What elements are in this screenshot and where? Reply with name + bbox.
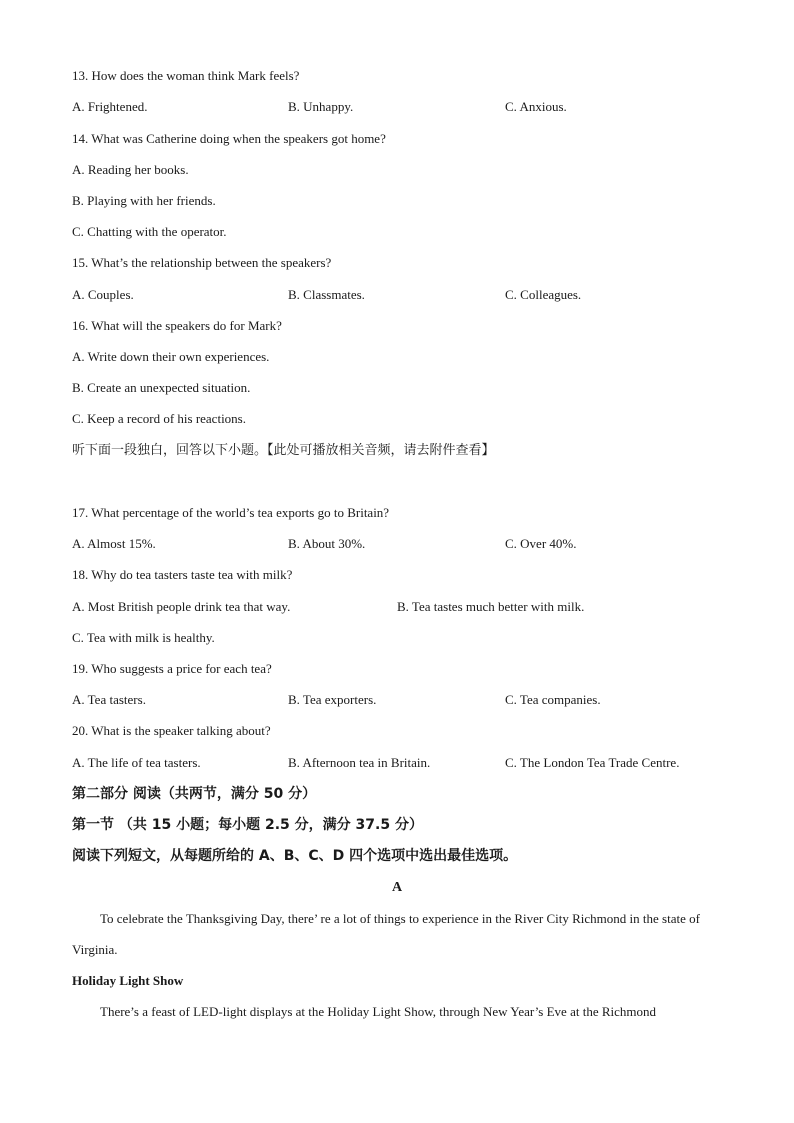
passage-letter: A (391, 880, 403, 895)
q19-option-b: B. Tea exporters. (288, 692, 377, 707)
q18-option-c: C. Tea with milk is healthy. (72, 630, 215, 645)
q17-option-a: A. Almost 15%. (72, 536, 156, 551)
reading-instruction: 阅读下列短文，从每题所给的 A、B、C、D 四个选项中选出最佳选项。 (72, 848, 518, 864)
q16-option-a: A. Write down their own experiences. (72, 349, 270, 364)
monologue-instruction: 听下面一段独白，回答以下小题。【此处可播放相关音频，请去附件查看】 (72, 443, 495, 458)
q19-option-a: A. Tea tasters. (72, 692, 146, 707)
section1-heading: 第一节 （共 15 小题；每小题 2.5 分，满分 37.5 分） (72, 817, 423, 833)
q18-option-a: A. Most British people drink tea that way. (72, 599, 291, 614)
question-14: 14. What was Catherine doing when the speakers got home? (72, 131, 386, 146)
q15-option-b: B. Classmates. (288, 287, 365, 302)
question-16: 16. What will the speakers do for Mark? (72, 318, 282, 333)
q17-option-c: C. Over 40%. (505, 536, 577, 551)
q16-option-c: C. Keep a record of his reactions. (72, 411, 246, 426)
q16-option-b: B. Create an unexpected situation. (72, 380, 251, 395)
q20-option-b: B. Afternoon tea in Britain. (288, 755, 431, 770)
q14-option-b: B. Playing with her friends. (72, 193, 216, 208)
question-13: 13. How does the woman think Mark feels? (72, 68, 300, 83)
q14-option-c: C. Chatting with the operator. (72, 224, 227, 239)
subheading-holiday-light-show: Holiday Light Show (72, 973, 184, 988)
q20-option-a: A. The life of tea tasters. (72, 755, 201, 770)
q13-option-b: B. Unhappy. (288, 99, 354, 114)
q13-option-c: C. Anxious. (505, 99, 567, 114)
question-19: 19. Who suggests a price for each tea? (72, 661, 272, 676)
question-17: 17. What percentage of the world’s tea exports go to Britain? (72, 505, 390, 520)
q18-option-b: B. Tea tastes much better with milk. (397, 599, 585, 614)
q14-option-a: A. Reading her books. (72, 162, 189, 177)
q13-option-a: A. Frightened. (72, 99, 148, 114)
q17-option-b: B. About 30%. (288, 536, 366, 551)
question-20: 20. What is the speaker talking about? (72, 723, 271, 738)
question-15: 15. What’s the relationship between the speakers? (72, 255, 332, 270)
passage-paragraph-2: There’s a feast of LED-light displays at the Holiday Light Show, through New Year’s Eve at the Richmond (100, 1004, 657, 1019)
q15-option-a: A. Couples. (72, 287, 134, 302)
part2-heading: 第二部分 阅读（共两节，满分 50 分） (72, 786, 317, 802)
q19-option-c: C. Tea companies. (505, 692, 601, 707)
passage-intro: To celebrate the Thanksgiving Day, there’ re a lot of things to experience in the River City Richmond in the state of Virginia. (72, 911, 700, 957)
q20-option-c: C. The London Tea Trade Centre. (505, 755, 680, 770)
question-18: 18. Why do tea tasters taste tea with milk? (72, 567, 293, 582)
q15-option-c: C. Colleagues. (505, 287, 582, 302)
